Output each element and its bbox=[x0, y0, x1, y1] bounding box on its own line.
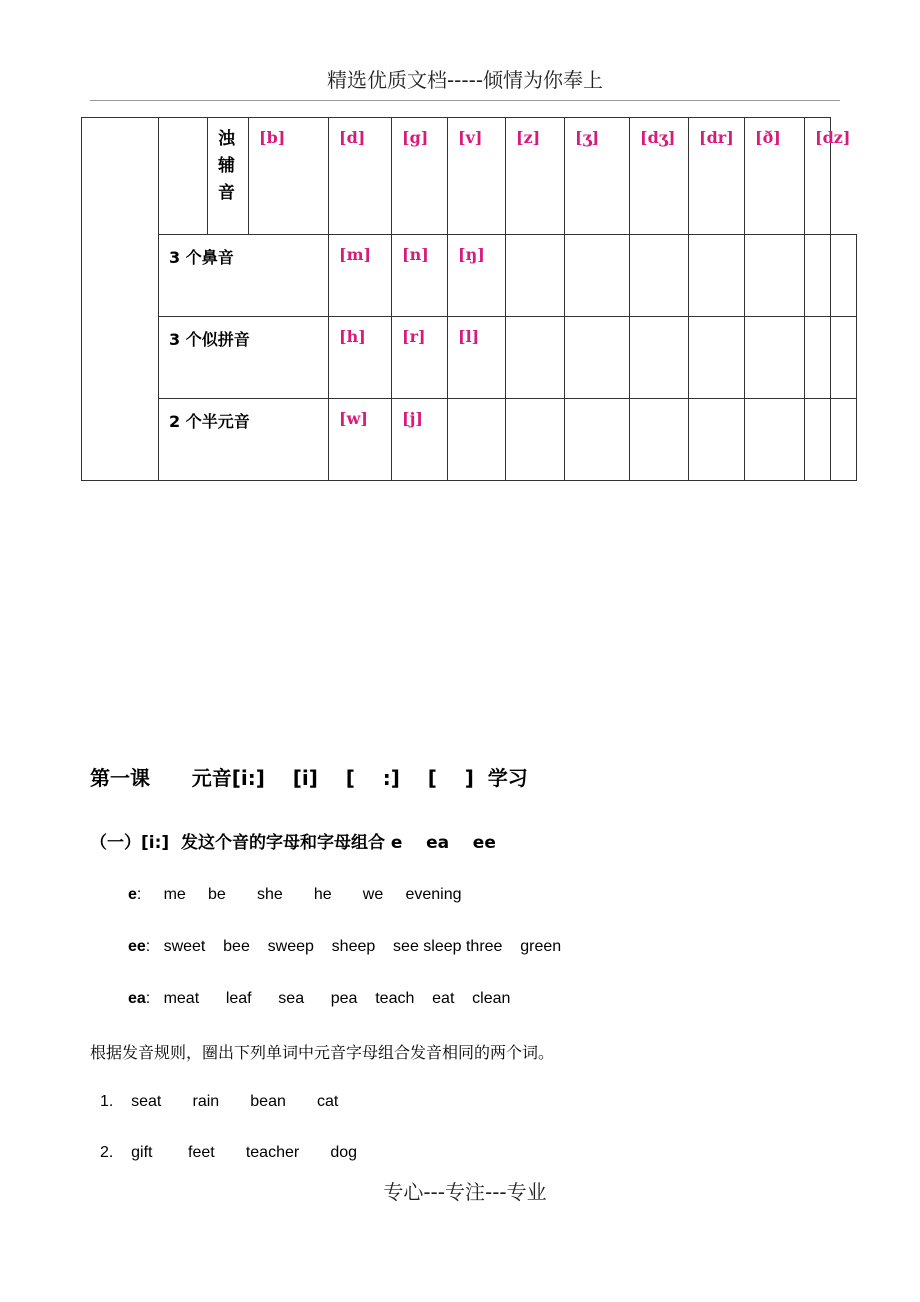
empty-cell bbox=[630, 235, 689, 317]
word-line-e bbox=[128, 886, 462, 904]
row-label-spelling-like: 3 个似拼音 bbox=[159, 317, 329, 399]
ipa-cell: [j] bbox=[392, 399, 448, 481]
table-side-cell bbox=[82, 118, 159, 481]
empty-cell bbox=[565, 317, 630, 399]
page-header: 精选优质文档-----倾情为你奉上 bbox=[326, 68, 604, 92]
word-line-key: ee bbox=[128, 938, 146, 955]
empty-cell bbox=[630, 399, 689, 481]
ipa-cell: [h] bbox=[329, 317, 392, 399]
word-line-key: e bbox=[128, 886, 137, 903]
header-divider bbox=[90, 100, 840, 101]
word-line-words: : meat leaf sea pea teach eat clean bbox=[145, 990, 511, 1007]
empty-cell bbox=[689, 235, 745, 317]
word-line-ee bbox=[128, 938, 561, 956]
empty-cell bbox=[506, 399, 565, 481]
lesson-title: 第一课 元音[i:] [i] [ :] [ ] 学习 bbox=[90, 766, 528, 790]
row-label-nasal: 3 个鼻音 bbox=[159, 235, 329, 317]
ipa-cell: [dz] bbox=[805, 118, 831, 235]
voiced-label-text: 浊 辅 音 bbox=[218, 129, 235, 203]
word-line-words: : sweet bee sweep sheep see sleep three green bbox=[145, 938, 562, 955]
exercise-instruction: 根据发音规则，圈出下列单词中元音字母组合发音相同的两个词。 bbox=[90, 1043, 555, 1062]
ipa-cell: [dr] bbox=[689, 118, 745, 235]
page-footer: 专心---专注---专业 bbox=[383, 1180, 547, 1204]
semivowel-row bbox=[82, 399, 857, 481]
empty-cell bbox=[745, 399, 805, 481]
ipa-cell: [n] bbox=[392, 235, 448, 317]
row-label-semivowel: 2 个半元音 bbox=[159, 399, 329, 481]
ipa-cell: [dʒ] bbox=[630, 118, 689, 235]
empty-cell bbox=[506, 235, 565, 317]
empty-cell bbox=[745, 317, 805, 399]
ipa-cell: [ð] bbox=[745, 118, 805, 235]
section-subheading: （一）[i:] 发这个音的字母和字母组合 e ea ee bbox=[90, 833, 496, 853]
voiced-consonant-row bbox=[82, 118, 857, 235]
exercise-item-2: 2. gift feet teacher dog bbox=[100, 1144, 358, 1161]
ipa-cell: [ŋ] bbox=[448, 235, 506, 317]
ipa-cell: [d] bbox=[329, 118, 392, 235]
empty-cell bbox=[831, 399, 857, 481]
ipa-cell: [m] bbox=[329, 235, 392, 317]
empty-cell bbox=[805, 235, 831, 317]
ipa-cell: [b] bbox=[249, 118, 329, 235]
ipa-cell: [v] bbox=[448, 118, 506, 235]
empty-cell bbox=[689, 399, 745, 481]
empty-cell bbox=[805, 399, 831, 481]
nasal-row bbox=[82, 235, 857, 317]
ipa-cell: [g] bbox=[392, 118, 448, 235]
empty-cell bbox=[506, 317, 565, 399]
empty-cell bbox=[831, 317, 857, 399]
ipa-cell: [w] bbox=[329, 399, 392, 481]
consonant-table bbox=[81, 117, 857, 481]
exercise-item-1: 1. seat rain bean cat bbox=[100, 1093, 339, 1110]
empty-cell bbox=[805, 317, 831, 399]
word-line-key: ea bbox=[128, 990, 146, 1007]
ipa-cell: [ʒ] bbox=[565, 118, 630, 235]
table-sub-cell bbox=[159, 118, 208, 235]
spelling-like-row bbox=[82, 317, 857, 399]
empty-cell bbox=[831, 235, 857, 317]
empty-cell bbox=[630, 317, 689, 399]
ipa-cell: [l] bbox=[448, 317, 506, 399]
voiced-consonant-label bbox=[208, 118, 249, 235]
word-line-words: : me be she he we evening bbox=[136, 886, 462, 903]
ipa-cell: [z] bbox=[506, 118, 565, 235]
empty-cell bbox=[565, 235, 630, 317]
empty-cell bbox=[689, 317, 745, 399]
word-line-ea bbox=[128, 990, 510, 1008]
empty-cell bbox=[448, 399, 506, 481]
empty-cell bbox=[565, 399, 630, 481]
empty-cell bbox=[745, 235, 805, 317]
ipa-cell: [r] bbox=[392, 317, 448, 399]
